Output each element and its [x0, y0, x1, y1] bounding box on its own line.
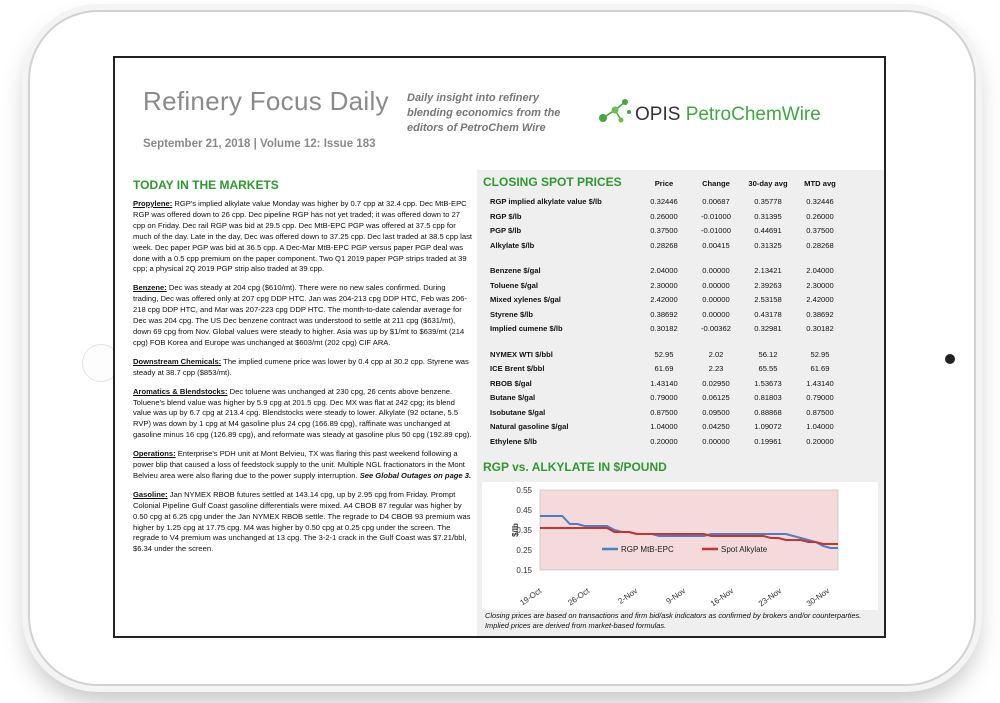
price-row — [490, 307, 846, 322]
price-change: 0.04250 — [702, 422, 730, 432]
opis-logo — [595, 94, 845, 134]
paragraph-lead: Aromatics & Blendstocks: — [133, 386, 228, 396]
price-avg30: 0.43178 — [754, 309, 782, 319]
price-avg30: 0.88868 — [754, 407, 782, 417]
price-row — [490, 391, 846, 406]
price-avg30: 0.32981 — [754, 324, 782, 334]
markets-title: TODAY IN THE MARKETS — [133, 178, 279, 192]
price-change: 2.02 — [708, 349, 724, 359]
tagline: Daily insight into refinery blending economics from the editors of PetroChem Wire — [407, 92, 561, 134]
paragraph-body: Dec was steady at 204 cpg ($610/mt). There were no new sales confirmed. During trading, Dec was offered only at 207 cpg DDP HTC. Jan was 204-213 cpg DDP HTC, Feb was 206-218 cpg DDP HTC, and Mar was 207-223 cpg DDP HTC. The month-to-date calendar average for Dec was 204 cpg. The US Dec benzene contract was understood to settle at 211 cpg ($631/mt), down 69 cpg from Nov. Global values were steady to higher. Asia was up by $1/mt to $639/mt (214 cpg) FOB Korea and Europe was unchanged at $603/mt (202 cpg) CIF ARA. — [133, 283, 467, 347]
price-change: 0.00000 — [702, 280, 730, 290]
paragraph-body: The implied cumene price was lower by 0.4 cpp at 30.2 cpp. Styrene was steady at 38.7 cpp ($853/mt). — [133, 356, 469, 377]
price-avg30: 2.13421 — [754, 266, 782, 276]
price-mtd: 1.43140 — [806, 378, 834, 388]
price-row — [490, 264, 846, 279]
price-price: 0.79000 — [650, 393, 678, 403]
price-name: Toluene $/gal — [490, 280, 538, 290]
price-change: 0.00000 — [702, 436, 730, 446]
price-change: -0.00362 — [701, 324, 731, 334]
paragraph-lead: Benzene: — [133, 283, 167, 293]
logo-text — [635, 104, 821, 126]
y-tick-label: 0.15 — [516, 566, 532, 575]
price-mtd: 2.04000 — [806, 266, 834, 276]
price-row — [490, 322, 846, 337]
header — [115, 58, 884, 170]
price-mtd: 2.30000 — [806, 280, 834, 290]
publication-title: Refinery Focus Daily — [143, 86, 389, 116]
chart-note: Closing prices are based on transactions and firm bid/ask indicators as confirmed by brokers and/or counterparties. Implied prices are derived from market-based formulas. — [485, 611, 862, 630]
y-tick-label: 0.35 — [516, 526, 532, 535]
price-mtd: 0.26000 — [806, 211, 834, 221]
price-mtd: 0.87500 — [806, 407, 834, 417]
price-row — [490, 347, 846, 362]
price-change: 0.09500 — [702, 407, 730, 417]
price-name: Alkylate $/lb — [490, 240, 535, 250]
x-tick-label: 23-Nov — [756, 586, 784, 609]
column-header: 30-day avg — [748, 178, 788, 188]
paragraph-lead: Downstream Chemicals: — [133, 356, 222, 366]
price-name: RBOB $/gal — [490, 378, 532, 388]
prices-column — [477, 170, 884, 636]
price-avg30: 0.35778 — [754, 197, 782, 207]
x-tick-label: 26-Oct — [566, 586, 592, 608]
price-mtd: 0.28268 — [806, 240, 834, 250]
price-price: 1.04000 — [650, 422, 678, 432]
column-header: Price — [654, 178, 674, 188]
price-price: 61.69 — [654, 364, 674, 374]
price-row — [490, 434, 846, 449]
price-mtd: 61.69 — [810, 364, 830, 374]
price-price: 0.32446 — [650, 197, 678, 207]
market-paragraph — [133, 357, 473, 379]
camera-icon — [945, 354, 955, 364]
plot-area — [540, 490, 838, 570]
price-change: 0.00000 — [702, 295, 730, 305]
price-avg30: 0.19961 — [754, 436, 782, 446]
x-tick-label: 2-Nov — [616, 586, 640, 606]
price-avg30: 56.12 — [758, 349, 778, 359]
price-mtd: 1.04000 — [806, 422, 834, 432]
price-change: 0.00415 — [702, 240, 730, 250]
markets-column — [133, 178, 473, 628]
price-price: 52.95 — [654, 349, 674, 359]
price-mtd: 0.30182 — [806, 324, 834, 334]
market-paragraph — [133, 490, 473, 555]
market-paragraph — [133, 449, 473, 482]
price-change: 0.00000 — [702, 266, 730, 276]
paragraph-emphasis: See Global Outages on page 3. — [357, 470, 472, 480]
x-tick-label: 19-Oct — [518, 586, 544, 608]
price-mtd: 0.32446 — [806, 197, 834, 207]
chart-section — [477, 458, 884, 636]
price-name: Benzene $/gal — [490, 266, 541, 276]
price-price: 0.37500 — [650, 226, 678, 236]
price-change: 2.23 — [708, 364, 724, 374]
price-price: 0.28268 — [650, 240, 678, 250]
price-avg30: 65.55 — [758, 364, 778, 374]
paragraph-body: RGP's implied alkylate value Monday was higher by 0.7 cpp at 32.4 cpp. Dec MtB-EPC RGP was offered down to 26 cpp. Dec pipeline RGP has not yet traded; it was offered down to 27 cpp on Friday. Dec rail RGP was bid at 29.5 cpp. Dec MtB-EPC PGP was offered at 37.5 cpp for much of the day. Late in the day, Dec was offered down to 37.25 cpp. Dec last traded at 38.5 cpp last week. Dec paper PGP was bid at 36.5 cpp. A Dec-Mar MtB-EPC PGP versus paper PGP deal was done with a 0.5 cpp premium on the paper component. Two Q1 2019 paper PGP strips traded at 39 cpp; a physical 2Q 2019 PGP strip also traded at 39 cpp. — [133, 199, 472, 274]
x-tick-label: 9-Nov — [664, 586, 688, 606]
price-mtd: 2.42000 — [806, 295, 834, 305]
price-mtd: 0.79000 — [806, 393, 834, 403]
price-name: Ethylene $/lb — [490, 436, 537, 446]
chart-panel — [482, 482, 878, 610]
price-price: 1.43140 — [650, 378, 678, 388]
price-price: 0.20000 — [650, 436, 678, 446]
price-change: 0.02950 — [702, 378, 730, 388]
prices-table — [490, 176, 846, 449]
price-price: 0.87500 — [650, 407, 678, 417]
price-name: Mixed xylenes $/gal — [490, 295, 561, 305]
paragraph-body: Jan NYMEX RBOB futures settled at 143.14 cpg, up by 2.95 cpg from Friday. Prompt Colonial Pipeline Gulf Coast gasoline differentials were mixed. A4 CBOB 87 regular was higher by 0.50 cpg at 6.25 cpg under the Jan NYMEX RBOB settle. The regrade to D4 CBOB 93 premium was higher by 1.25 cpg at 17.75 cpg. M4 was higher by 0.50 cpg at 0.25 cpg under the screen. The regrade to V4 premium was unchanged at 13 cpg. The 3-2-1 crack in the Gulf Coast was $7.21/bbl, $6.34 under the screen. — [133, 489, 471, 554]
price-row — [490, 195, 846, 210]
y-tick-label: 0.55 — [516, 486, 532, 495]
prices-title: CLOSING SPOT PRICES — [483, 175, 622, 189]
price-mtd: 0.37500 — [806, 226, 834, 236]
price-avg30: 2.53158 — [754, 295, 782, 305]
price-avg30: 2.39263 — [754, 280, 782, 290]
price-change: -0.01000 — [701, 211, 731, 221]
price-name: PGP $/lb — [490, 226, 522, 236]
price-change: 0.06125 — [702, 393, 730, 403]
chart-title: RGP vs. ALKYLATE IN $/POUND — [483, 460, 667, 474]
price-change: 0.00000 — [702, 309, 730, 319]
price-avg30: 0.81803 — [754, 393, 782, 403]
price-name: Natural gasoline $/gal — [490, 422, 569, 432]
price-row — [490, 405, 846, 420]
price-price: 2.30000 — [650, 280, 678, 290]
paragraph-lead: Gasoline: — [133, 489, 168, 499]
price-mtd: 0.20000 — [806, 436, 834, 446]
price-row — [490, 362, 846, 377]
paragraph-lead: Propylene: — [133, 199, 173, 208]
price-mtd: 52.95 — [810, 349, 830, 359]
y-axis-label: $/lb — [511, 523, 520, 537]
price-change: 0.00687 — [702, 197, 730, 207]
price-row — [490, 420, 846, 435]
price-price: 0.26000 — [650, 211, 678, 221]
x-tick-label: 16-Nov — [708, 586, 736, 609]
price-row — [490, 224, 846, 239]
column-header: MTD avg — [804, 178, 836, 188]
price-price: 2.42000 — [650, 295, 678, 305]
price-avg30: 1.53673 — [754, 378, 782, 388]
logo-opis: OPIS — [635, 104, 681, 125]
price-row — [490, 278, 846, 293]
y-tick-label: 0.25 — [516, 546, 532, 555]
price-name: RGP $/lb — [490, 211, 522, 221]
paragraph-lead: Operations: — [133, 449, 176, 459]
price-name: NYMEX WTI $/bbl — [490, 349, 553, 359]
price-avg30: 0.31325 — [754, 240, 782, 250]
logo-petrochem: PetroChemWire — [685, 104, 821, 125]
price-row — [490, 238, 846, 253]
price-row — [490, 376, 846, 391]
paragraph-body: Dec toluene was unchanged at 230 cpg, 26 cents above benzene. Toluene's blend value was higher by 5.9 cpg at 201.5 cpg. Dec MX was flat at 242 cpg; its blend value was up by 6.7 cpg at 213.4 cpg. Blendstocks were steady to lower. Alkylate (92 octane, 5.5 RVP) was down by 1 cpg at M4 gasoline plus 24 cpg (166.89 cpg), raffinate was unchanged at gasoline minus 16 cpg (126.89 cpg), and reformate was steady at gasoline plus 50 cpg (192.89 cpg). — [133, 386, 472, 440]
price-row — [490, 209, 846, 224]
market-paragraph — [133, 199, 473, 275]
dateline: September 21, 2018 | Volume 12: Issue 183 — [143, 138, 376, 150]
price-mtd: 0.38692 — [806, 309, 834, 319]
price-change: -0.01000 — [701, 226, 731, 236]
price-name: Styrene $/lb — [490, 309, 534, 319]
market-paragraph — [133, 283, 473, 348]
x-tick-label: 30-Nov — [804, 586, 832, 609]
price-name: Implied cumene $/lb — [490, 324, 563, 334]
newsletter-page — [113, 56, 886, 638]
price-name: Butane $/gal — [490, 393, 536, 403]
molecule-icon — [595, 94, 635, 134]
paragraph-body: Enterprise's PDH unit at Mont Belvieu, TX was flaring this past weekend following a power blip that caused a loss of feedstock supply to the unit. Multiple NGL fractionators in the Mont Belvieu area were also flaring due to the power supply interruption. — [133, 449, 465, 480]
price-avg30: 1.09072 — [754, 422, 782, 432]
price-row — [490, 293, 846, 308]
price-avg30: 0.31395 — [754, 211, 782, 221]
market-paragraph — [133, 387, 473, 442]
legend-label: Spot Alkylate — [721, 545, 768, 554]
price-name: ICE Brent $/bbl — [490, 364, 545, 374]
price-price: 0.38692 — [650, 309, 678, 319]
legend-label: RGP MtB-EPC — [621, 545, 674, 554]
price-name: RGP implied alkylate value $/lb — [490, 197, 602, 207]
price-name: Isobutane $/gal — [490, 407, 546, 417]
price-price: 0.30182 — [650, 324, 678, 334]
y-tick-label: 0.45 — [516, 506, 532, 515]
column-header: Change — [702, 178, 730, 188]
rgp-alkylate-chart — [482, 482, 878, 610]
price-avg30: 0.44691 — [754, 226, 782, 236]
price-price: 2.04000 — [650, 266, 678, 276]
